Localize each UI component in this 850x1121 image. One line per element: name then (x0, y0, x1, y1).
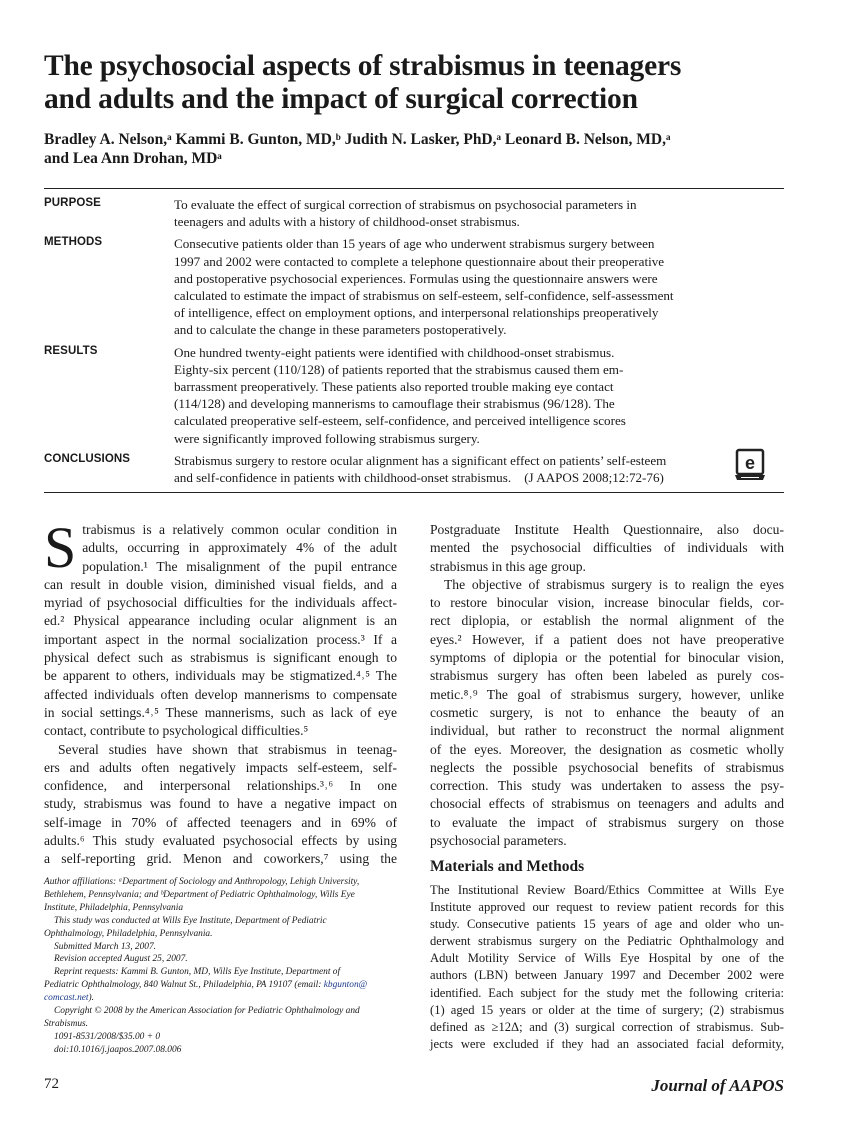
abstract-results (44, 344, 784, 447)
text-line: neglects the possible psychosocial benefits of strabismus (430, 759, 784, 775)
text-line: The objective of strabismus surgery is to realign the eyes (444, 576, 784, 592)
accepted-date: Revision accepted August 25, 2007. (54, 954, 188, 965)
authors-line: Bradley A. Nelson,ᵃ Kammi B. Gunton, MD,ᵇ Judith N. Lasker, PhD,ᵃ Leonard B. Nelson, MD,ᵃ (44, 131, 671, 148)
abstract-methods (44, 235, 784, 338)
text-line: of the eyes. Moreover, the designation as cosmetic wholly (430, 741, 784, 757)
abstract-conclusions (44, 452, 784, 486)
conclusions-last-text: and self-confidence in patients with childhood-onset strabismus. (174, 470, 512, 486)
abstract-purpose (44, 196, 784, 230)
text-line: (1) aged 15 years or older at the time of surgery; (2) strabismus (430, 1002, 784, 1017)
text-line: identified. Each subject for the study met the following criteria: (430, 985, 784, 1000)
text-line: Several studies have shown that strabismus in teenag- (58, 741, 397, 757)
abstract-line: One hundred twenty-eight patients were identified with childhood-onset strabismus. (174, 344, 615, 360)
footnote-line (44, 992, 400, 1005)
abstract-line: 1997 and 2002 were contacted to complete a telephone questionnaire about their preoperative (174, 253, 665, 269)
results-label: RESULTS (44, 344, 98, 357)
text-line: cosmetic surgery, is not to enhance the beauty of an (430, 704, 784, 720)
abstract-line: were significantly improved following strabismus surgery. (174, 430, 480, 446)
issn: 1091-8531/2008/$35.00 + 0 (54, 1031, 161, 1042)
text-line: study. Consecutive patients 15 years of age and older who un- (430, 917, 784, 932)
purpose-label: PURPOSE (44, 197, 101, 209)
text-line: authors (LBN) between January 1997 and December 2002 were (430, 968, 784, 983)
paragraph (430, 521, 784, 576)
author-footnotes (44, 876, 400, 1057)
paragraph (44, 741, 397, 869)
text-line: individual, but rather to reconstruct the normal alignment (430, 723, 784, 739)
email-link[interactable]: comcast.net (44, 993, 89, 1004)
doi: doi:10.1016/j.jaapos.2007.08.006 (54, 1044, 182, 1055)
abstract-line: Strabismus surgery to restore ocular alignment has a significant effect on patients’ self-esteem (174, 452, 667, 468)
text-line: contact, contribute to psychological difficulties.⁵ (44, 723, 309, 739)
text-line: derwent strabismus surgery on the Pediatric Ophthalmology and (430, 934, 784, 949)
dropcap: S (44, 515, 77, 580)
paragraph (430, 576, 784, 850)
email-link[interactable]: kbgunton@ (323, 980, 368, 991)
author-list (44, 130, 804, 168)
e-journal-icon[interactable] (733, 448, 767, 482)
methods-text (174, 235, 759, 338)
abstract-line: teenagers and adults with a history of childhood-onset strabismus. (174, 214, 520, 230)
abstract-top-rule (44, 188, 784, 189)
footnote-line: Author affiliations: ᵃDepartment of Sociology and Anthropology, Lehigh University, (44, 877, 360, 887)
footnote-line: Reprint requests: Kammi B. Gunton, MD, Wills Eye Institute, Department of (54, 967, 341, 978)
abstract-line: (114/128) and developing mannerisms to camouflage their strabismus (96/128). The (174, 396, 615, 412)
reprint-address: Pediatric Ophthalmology, 840 Walnut St., Philadelphia, PA 19107 (email: (44, 980, 324, 991)
article-title (44, 50, 804, 116)
text-line: important aspect in the normal socialization process.³ If a (44, 631, 397, 647)
conclusions-text (174, 452, 759, 486)
text-line: ers and adults often negatively impacts self-esteem, self- (44, 759, 397, 775)
text-line: rect diplopia, or establish the normal alignment of the (430, 613, 784, 629)
text-line: defined as ≥12Δ; and (3) surgical correction of strabismus. Sub- (430, 1019, 784, 1034)
text-line: eyes.² However, if a patient does not have preoperative (430, 631, 784, 647)
abstract-line: Consecutive patients older than 15 years of age who underwent strabismus surgery between (174, 236, 655, 252)
text-line: chosocial effects of strabismus on teenagers and adults and (430, 796, 784, 812)
structured-abstract (44, 196, 784, 486)
text-line: in social settings.⁴˒⁵ These mannerisms, such as lack of eye (44, 704, 397, 720)
abstract-line: and to calculate the change in these parameters postoperatively. (174, 322, 507, 338)
text-line: The Institutional Review Board/Ethics Committee at Wills Eye (430, 883, 784, 897)
title-line: and adults and the impact of surgical correction (44, 83, 638, 115)
abstract-line: To evaluate the effect of surgical correction of strabismus on psychosocial parameters in (174, 197, 637, 212)
text-line: jects were excluded if they had an associated facial deformity, (430, 1036, 784, 1051)
text-line: trabismus is a relatively common ocular condition in (82, 522, 397, 537)
section-heading: Materials and Methods (430, 858, 585, 875)
text-line: to restore binocular vision, increase binocular fields, cor- (430, 595, 784, 611)
left-column (44, 515, 397, 869)
footnote-line: Strabismus. (44, 1018, 89, 1029)
text-line: correction. This study was undertaken to assess the psy- (430, 778, 784, 794)
methods-label: METHODS (44, 236, 103, 249)
abstract-bottom-rule (44, 492, 784, 493)
page-number: 72 (44, 1076, 59, 1092)
abstract-line: barrassment preoperatively. These patients also reported trouble making eye contact (174, 379, 614, 395)
text-line: symptoms of diplopia or the potential for binocular vision, (430, 650, 784, 666)
footnote-line: Ophthalmology, Philadelphia, Pennsylvania. (44, 928, 213, 939)
footnote-line: This study was conducted at Wills Eye Institute, Department of Pediatric (54, 915, 327, 926)
text-line: mented the psychosocial difficulties of individuals with (430, 540, 784, 556)
text-line: self-image in 70% of affected teenagers and in 69% of (44, 814, 397, 830)
text-line: Adult Motility Service of Wills Eye Hospital by one of the (430, 951, 784, 966)
footnote-line (44, 979, 400, 992)
footnote-line: Copyright © 2008 by the American Association for Pediatric Ophthalmology and (54, 1006, 360, 1017)
footnote-line: Institute, Philadelphia, Pennsylvania (44, 902, 184, 913)
text-line: metic.⁸˒⁹ The goal of strabismus surgery, however, unlike (430, 686, 784, 702)
text-line: to evaluate the impact of strabismus surgery on those (430, 814, 784, 830)
text-line: be apparent to others, individuals may be stigmatized.⁴˒⁵ The (44, 668, 397, 684)
text-line: affected individuals often develop mannerisms to compensate (44, 686, 397, 702)
text-line: strabismus in this age group. (430, 558, 586, 574)
text-line: Institute approved our request to review patient records for this (430, 900, 784, 915)
text-line: confidence, and interpersonal relationships.³˒⁶ In one (44, 778, 397, 794)
text-line: ed.² Physical appearance including ocular alignment is an (44, 613, 397, 629)
text-line: study, strabismus was found to have a negative impact on (44, 796, 397, 812)
svg-text:e: e (744, 453, 756, 473)
text-line: adults, occurring in approximately 4% of the adult (82, 540, 397, 556)
abstract-line: calculated preoperative self-esteem, self-confidence, and perceived intelligence scores (174, 413, 626, 429)
conclusions-label: CONCLUSIONS (44, 452, 131, 465)
text-line: strabismus surgery has often been labeled as purely cos- (430, 668, 784, 684)
abstract-line: calculated to estimate the impact of strabismus on self-esteem, self-confidence, self-assessment (174, 288, 674, 304)
abstract-line: of intelligence, effect on employment options, and interpersonal relationships preoperatively (174, 305, 659, 321)
text-line: Postgraduate Institute Health Questionnaire, also docu- (430, 522, 784, 537)
intro-paragraph (44, 515, 397, 741)
title-line: The psychosocial aspects of strabismus in teenagers (44, 50, 682, 82)
citation: (J AAPOS 2008;12:72-76) (524, 470, 664, 486)
footnote-line: Bethlehem, Pennsylvania; and ᵇDepartment of Pediatric Ophthalmology, Wills Eye (44, 889, 355, 900)
text-line: physical defect such as strabismus is significant enough to (44, 650, 397, 666)
abstract-line (174, 469, 759, 486)
text-line: myriad of psychosocial difficulties for the individuals affect- (44, 595, 397, 611)
purpose-text (174, 196, 759, 230)
email-suffix: ). (88, 993, 94, 1004)
text-line: a self-reporting grid. Menon and coworkers,⁷ using the (44, 851, 397, 867)
abstract-line: and postoperative psychosocial experiences. Formulas using the questionnaire answers were (174, 270, 658, 286)
methods-body (430, 882, 784, 1053)
text-line: adults.⁶ This study evaluated psychosocial effects by using (44, 833, 397, 849)
journal-name: Journal of AAPOS (651, 1076, 784, 1095)
abstract-line: Eighty-six percent (110/128) of patients reported that the strabismus caused them em- (174, 361, 624, 377)
right-column (430, 521, 784, 850)
results-text (174, 344, 759, 447)
authors-line: and Lea Ann Drohan, MDᵃ (44, 150, 222, 167)
submitted-date: Submitted March 13, 2007. (54, 941, 156, 952)
text-line: can result in double vision, diminished visual fields, and a (44, 576, 397, 592)
text-line: population.¹ The misalignment of the pupil entrance (82, 558, 397, 574)
text-line: psychosocial parameters. (430, 833, 567, 849)
